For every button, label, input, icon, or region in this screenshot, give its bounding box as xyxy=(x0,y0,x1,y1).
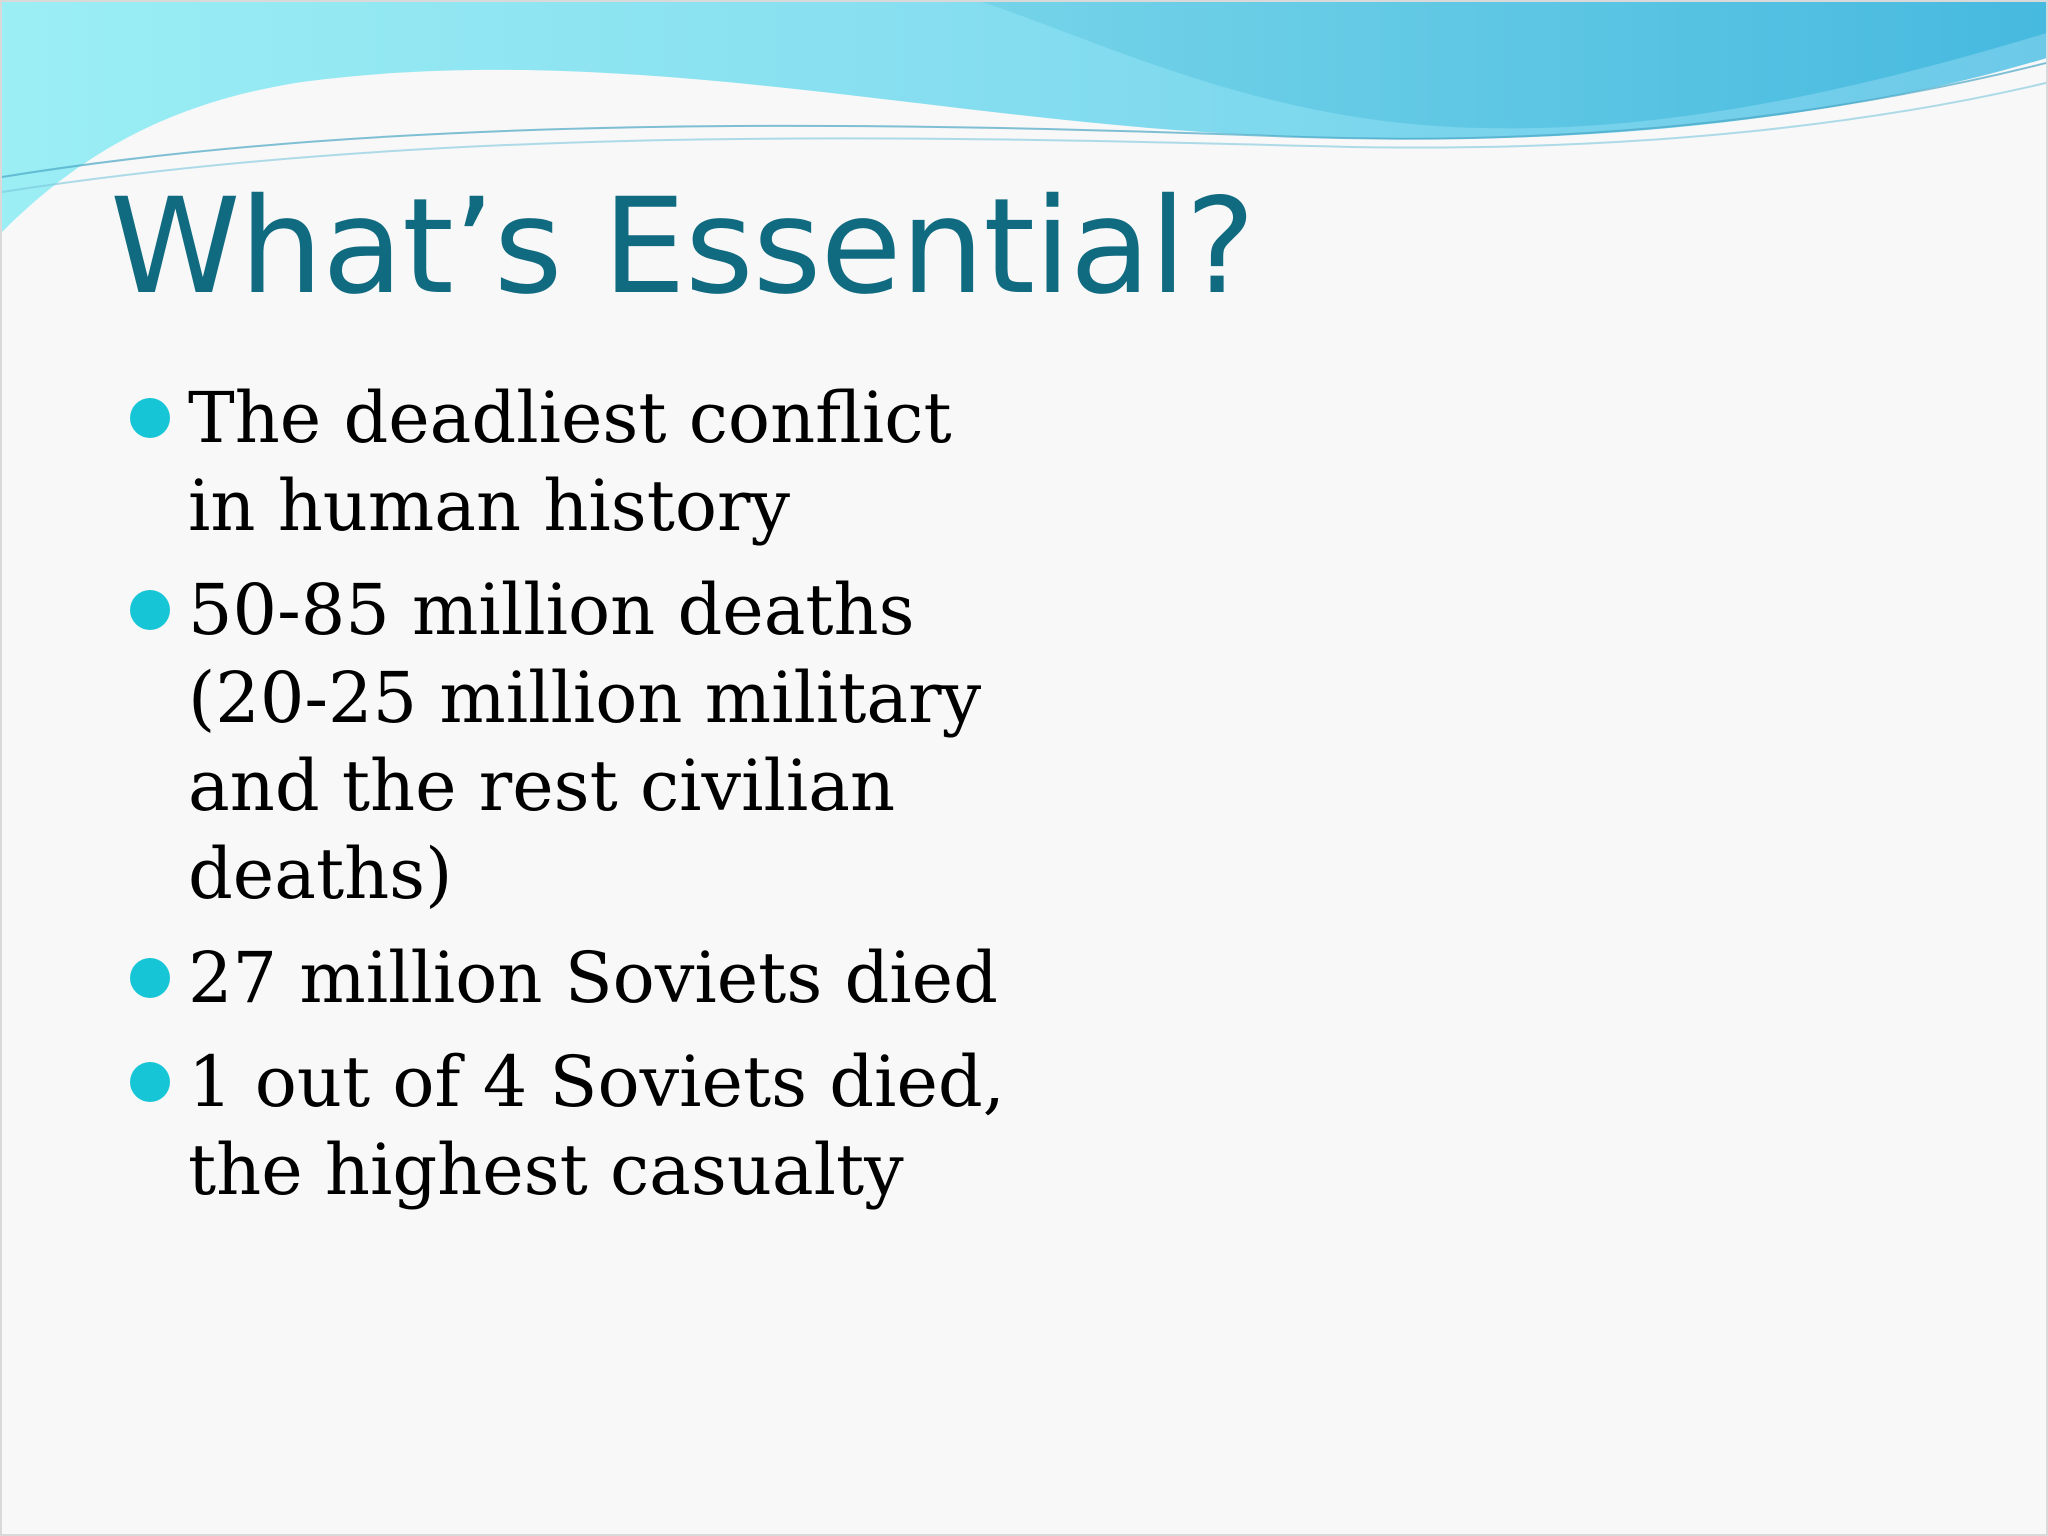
bullet-item-casualty-ratio xyxy=(130,1038,1010,1214)
bullet-item-soviets-died xyxy=(130,934,1010,1022)
bullet-text: 50-85 million deaths (20-25 million military and the rest civilian deaths) xyxy=(188,569,982,915)
bullet-dot-icon xyxy=(130,590,170,630)
bullet-dot-icon xyxy=(130,398,170,438)
bullet-dot-icon xyxy=(130,958,170,998)
bullet-text: 27 million Soviets died xyxy=(188,937,998,1019)
slide-title: What’s Essential? xyxy=(110,170,1255,324)
bullet-dot-icon xyxy=(130,1062,170,1102)
bullet-text: 1 out of 4 Soviets died, the highest casualty xyxy=(188,1041,1005,1211)
bullet-list xyxy=(130,374,1010,1230)
bullet-text: The deadliest conflict in human history xyxy=(188,377,952,547)
bullet-item-deaths xyxy=(130,566,1010,918)
bullet-item-deadliest-conflict xyxy=(130,374,1010,550)
